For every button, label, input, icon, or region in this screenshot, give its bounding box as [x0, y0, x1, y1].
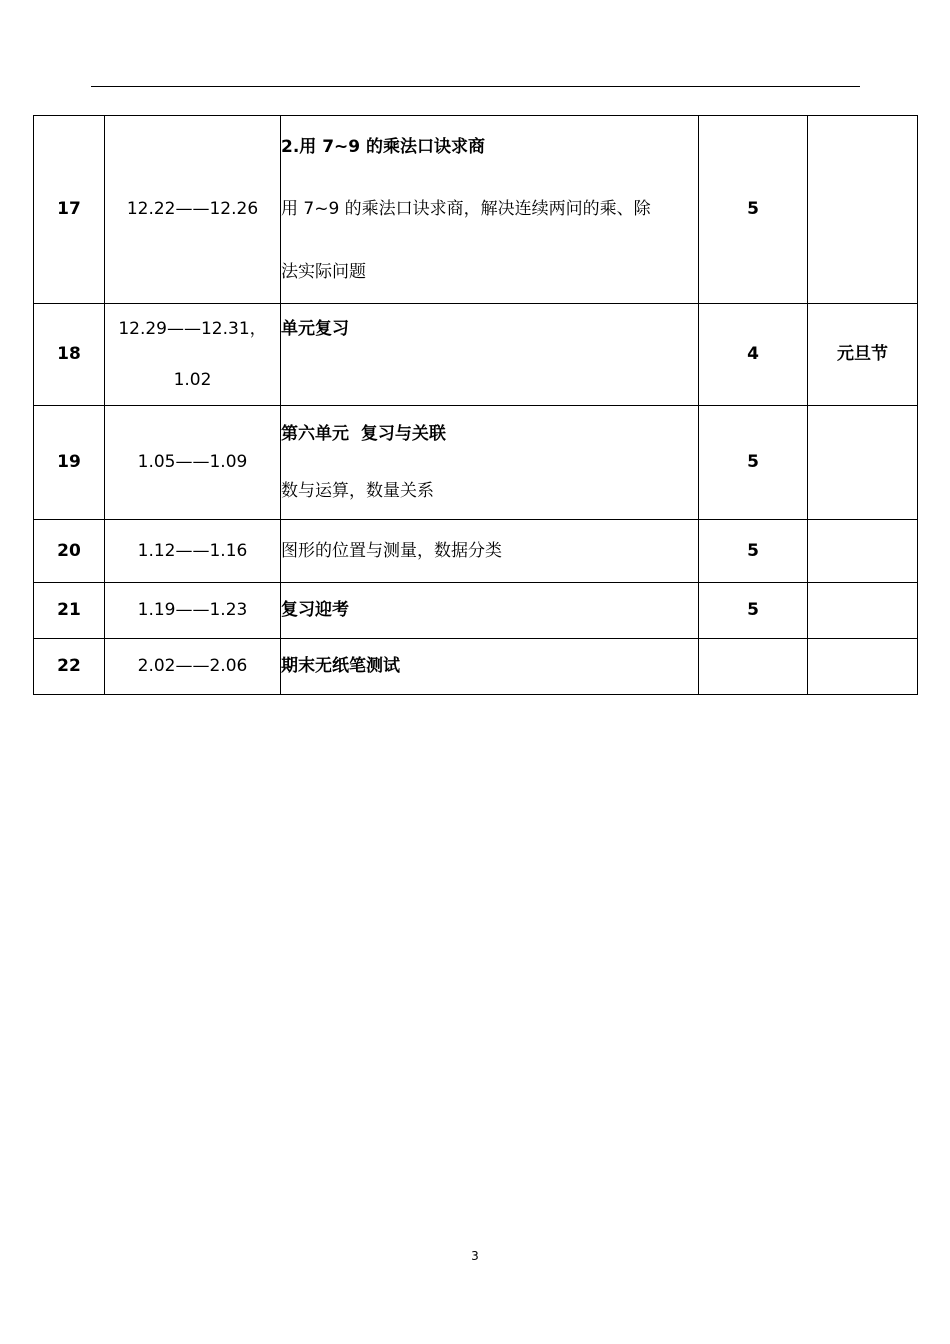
- week-number-cell: 17: [34, 116, 105, 304]
- lesson-description: 用 7~9 的乘法口诀求商，解决连续两问的乘、除: [281, 199, 651, 220]
- lesson-description: 法实际问题: [281, 261, 366, 282]
- date-range-text: 1.12——1.16: [137, 540, 248, 561]
- date-range-text: 1.19——1.23: [137, 600, 248, 621]
- table-row: [34, 639, 918, 695]
- note-cell: [808, 639, 918, 695]
- lesson-description: 图形的位置与测量，数据分类: [281, 540, 502, 561]
- date-range-cell: [105, 520, 281, 583]
- content-cell: [281, 520, 699, 583]
- hours-cell: 5: [699, 520, 808, 583]
- date-range-text: 2.02——2.06: [137, 656, 248, 677]
- table-row: [34, 304, 918, 406]
- date-range-cell: [105, 304, 281, 406]
- lesson-description: 数与运算，数量关系: [281, 480, 434, 501]
- date-range-text: 1.05——1.09: [137, 452, 248, 473]
- note-cell: [808, 116, 918, 304]
- hours-cell: 5: [699, 406, 808, 520]
- table-row: [34, 583, 918, 639]
- note-cell: 元旦节: [808, 304, 918, 406]
- hours-cell: 5: [699, 116, 808, 304]
- header-rule: [91, 86, 860, 87]
- content-cell: [281, 304, 699, 406]
- content-cell: [281, 406, 699, 520]
- week-number-cell: 22: [34, 639, 105, 695]
- table-row: [34, 406, 918, 520]
- table-row: [34, 520, 918, 583]
- lesson-title: 复习迎考: [281, 600, 349, 621]
- hours-cell: 5: [699, 583, 808, 639]
- date-range-cell: [105, 116, 281, 304]
- date-range-cell: [105, 583, 281, 639]
- lesson-title: 单元复习: [281, 319, 349, 339]
- date-range-text: 1.02: [173, 369, 212, 390]
- table-row: [34, 116, 918, 304]
- date-range-cell: [105, 639, 281, 695]
- content-cell: [281, 116, 699, 304]
- hours-cell: [699, 639, 808, 695]
- lesson-title: 第六单元 复习与关联: [281, 424, 446, 445]
- page-number: 3: [471, 1249, 479, 1263]
- date-range-cell: [105, 406, 281, 520]
- lesson-title: 2.用 7~9 的乘法口诀求商: [281, 136, 486, 157]
- note-cell: [808, 583, 918, 639]
- schedule-table: [33, 115, 918, 695]
- hours-cell: 4: [699, 304, 808, 406]
- week-number-cell: 20: [34, 520, 105, 583]
- note-cell: [808, 406, 918, 520]
- lesson-title: 期末无纸笔测试: [281, 656, 400, 677]
- note-cell: [808, 520, 918, 583]
- date-range-text: 12.29——12.31，: [118, 319, 267, 340]
- date-range-text: 12.22——12.26: [126, 199, 259, 220]
- week-number-cell: 18: [34, 304, 105, 406]
- week-number-cell: 21: [34, 583, 105, 639]
- content-cell: [281, 583, 699, 639]
- content-cell: [281, 639, 699, 695]
- week-number-cell: 19: [34, 406, 105, 520]
